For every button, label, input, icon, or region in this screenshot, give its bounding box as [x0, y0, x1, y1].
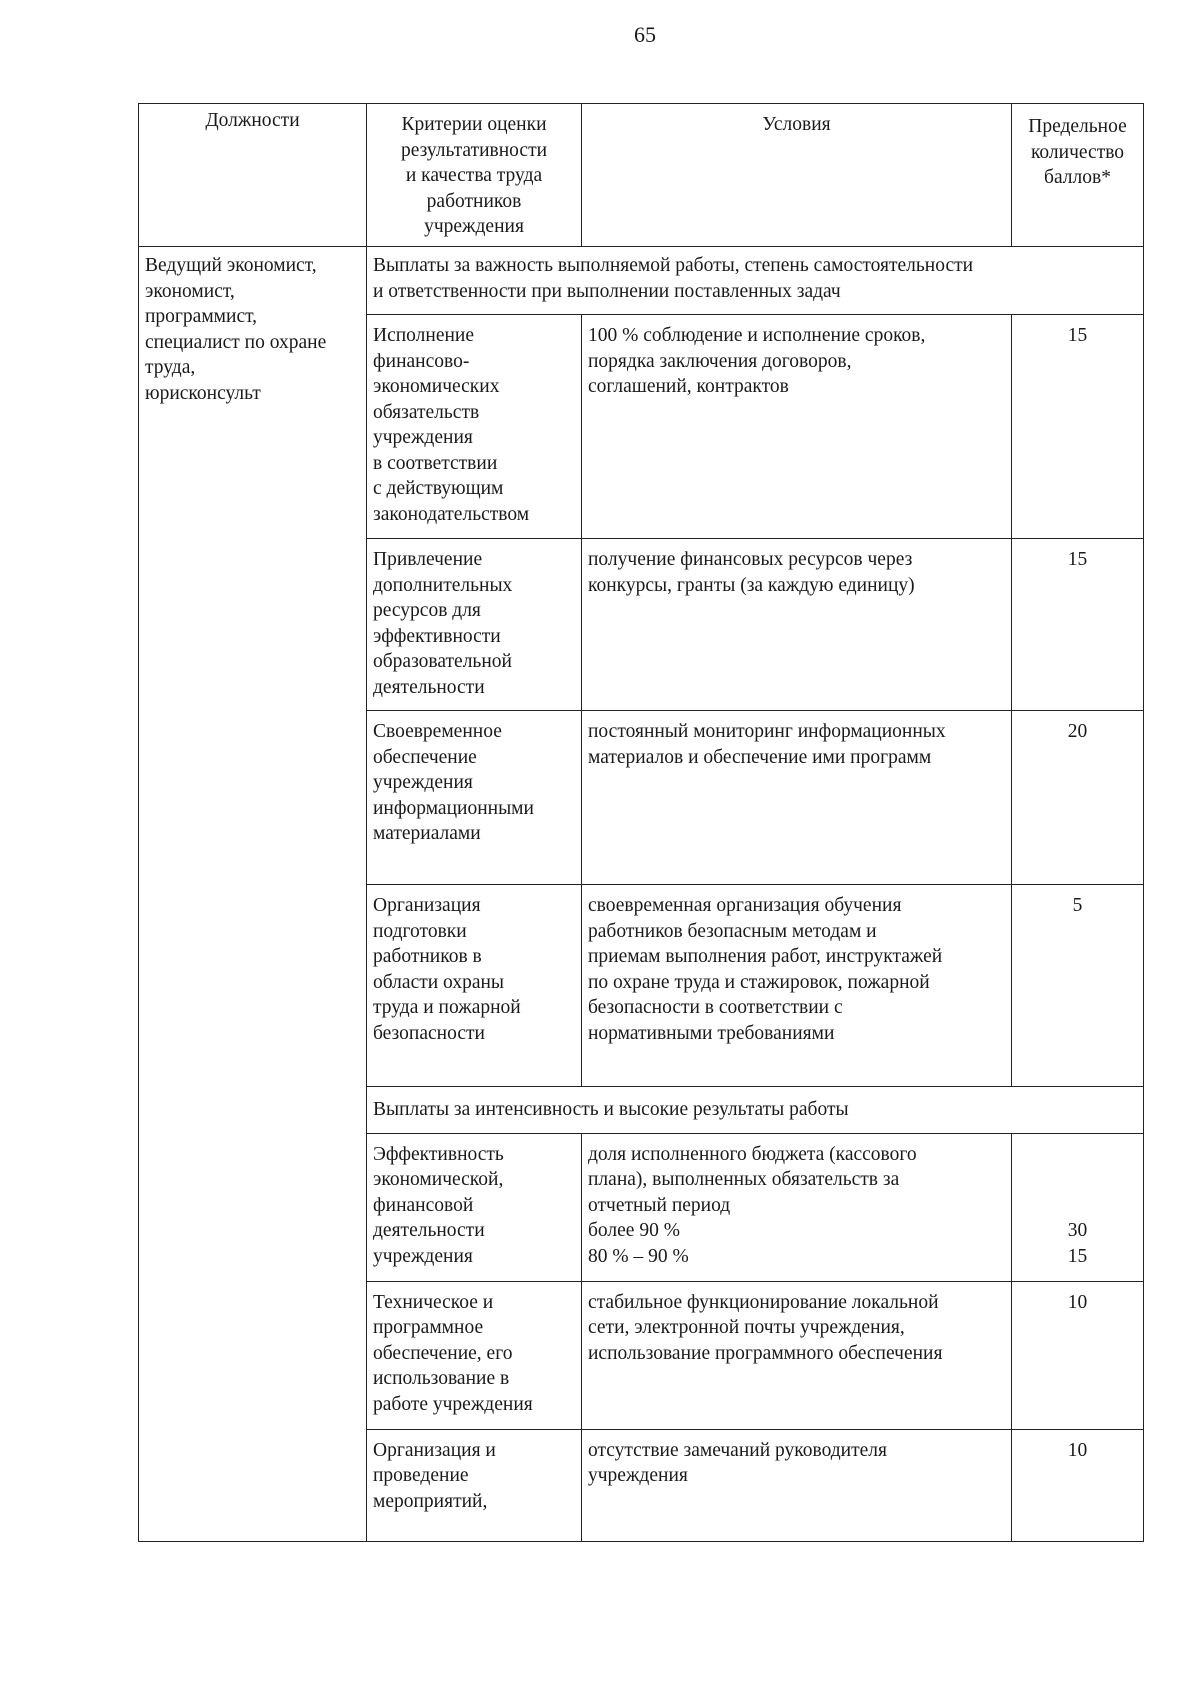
criterion-cell: Своевременное обеспечение учреждения информационными материалами: [367, 711, 582, 885]
condition-cell: получение финансовых ресурсов через конкурсы, гранты (за каждую единицу): [582, 539, 1012, 711]
evaluation-criteria-table: [138, 103, 1144, 1542]
header-row: [139, 104, 1144, 247]
condition-cell: своевременная организация обучения работников безопасным методам и приемам выполнения работ, инструктажей по охране труда и стажировок, пожарной безопасности в соответствии с нормативными требованиями: [582, 885, 1012, 1087]
points-cell: 15: [1012, 539, 1144, 711]
section-title: Выплаты за важность выполняемой работы, степень самостоятельности и ответственности при выполнении поставленных задач: [367, 247, 1144, 315]
criterion-cell: Привлечение дополнительных ресурсов для эффективности образовательной деятельности: [367, 539, 582, 711]
criterion-cell: Эффективность экономической, финансовой деятельности учреждения: [367, 1133, 582, 1281]
page-number: 65: [634, 22, 656, 47]
points-cell: 5: [1012, 885, 1144, 1087]
condition-cell: стабильное функционирование локальной сети, электронной почты учреждения, использование программного обеспечения: [582, 1281, 1012, 1429]
criterion-cell: Исполнение финансово- экономических обязательств учреждения в соответствии с действующим законодательством: [367, 315, 582, 539]
points-cell: 20: [1012, 711, 1144, 885]
criterion-cell: Техническое и программное обеспечение, его использование в работе учреждения: [367, 1281, 582, 1429]
header-criteria: Критерии оценки результативности и качества труда работников учреждения: [367, 104, 582, 247]
points-cell: 15: [1012, 315, 1144, 539]
condition-cell: доля исполненного бюджета (кассового плана), выполненных обязательств за отчетный период более 90 % 80 % – 90 %: [582, 1133, 1012, 1281]
header-points: Предельное количество баллов*: [1012, 104, 1144, 247]
condition-cell: постоянный мониторинг информационных материалов и обеспечение ими программ: [582, 711, 1012, 885]
header-position: Должности: [139, 104, 367, 247]
points-cell: 10: [1012, 1429, 1144, 1541]
condition-cell: отсутствие замечаний руководителя учреждения: [582, 1429, 1012, 1541]
criterion-cell: Организация и проведение мероприятий,: [367, 1429, 582, 1541]
points-cell: 10: [1012, 1281, 1144, 1429]
condition-cell: 100 % соблюдение и исполнение сроков, порядка заключения договоров, соглашений, контрактов: [582, 315, 1012, 539]
section-title: Выплаты за интенсивность и высокие результаты работы: [367, 1087, 1144, 1134]
section-row: [139, 247, 1144, 315]
criterion-cell: Организация подготовки работников в области охраны труда и пожарной безопасности: [367, 885, 582, 1087]
position-cell: Ведущий экономист, экономист, программист, специалист по охране труда, юрисконсульт: [139, 247, 367, 1542]
points-cell: 30 15: [1012, 1133, 1144, 1281]
header-conditions: Условия: [582, 104, 1012, 247]
